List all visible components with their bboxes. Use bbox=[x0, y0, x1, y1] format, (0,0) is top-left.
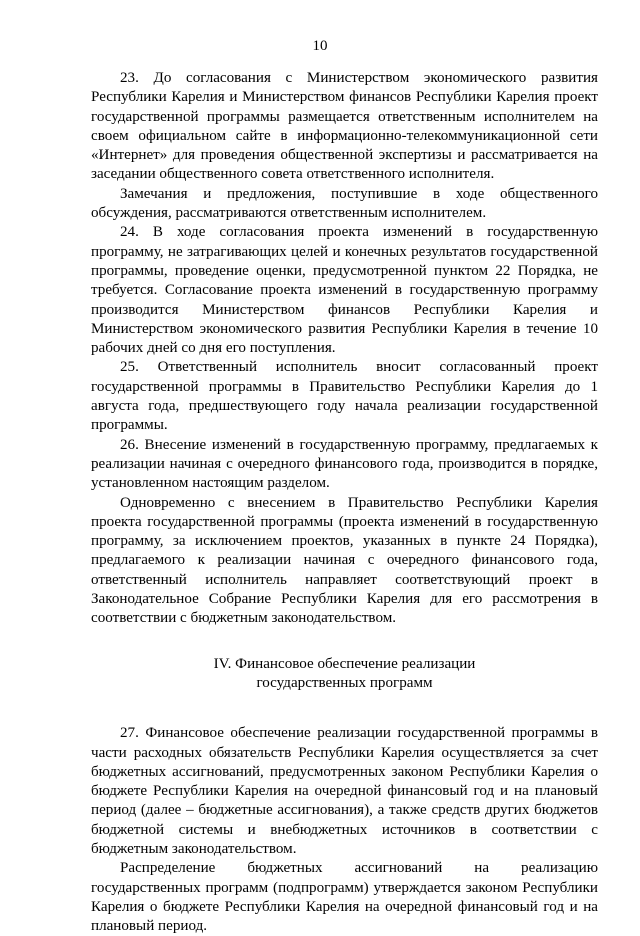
page-number: 10 bbox=[312, 38, 328, 54]
paragraph-23: 23. До согласования с Министерством экономического развития Республики Карелия и Министерством финансов Республики Карелия проект государственной программы размещается ответственным исполнителем на своем официальном сайте в информационно-телекоммуникационной сети «Интернет» для проведения общественной экспертизы и рассматривается на заседании общественного совета ответственного исполнителя. bbox=[91, 70, 598, 183]
section-heading-line-2: государственных программ bbox=[256, 674, 433, 691]
paragraph-25: 25. Ответственный исполнитель вносит согласованный проект государственной программы в Правительство Республики Карелия до 1 августа года, предшествующего году начала реализации государственной программы. bbox=[91, 359, 598, 434]
paragraph-24: 24. В ходе согласования проекта изменений в государственную программу, не затрагивающих целей и конечных результатов государственной программы, проведение оценки, предусмотренной пунктом 22 Порядка, не требуется. Согласование проекта изменений в государственную программу производится Министерством финансов Республики Карелия и Министерством экономического развития Республики Карелия в течение 10 рабочих дней со дня его поступления. bbox=[91, 224, 598, 357]
paragraph-budget-distribution: Распределение бюджетных ассигнований на реализацию государственных программ (подпрограмм) утверждается законом Республики Карелия о бюджете Республики Карелия на очередной финансовый год и на плановый период. bbox=[91, 860, 598, 935]
paragraph-remarks: Замечания и предложения, поступившие в ходе общественного обсуждения, рассматриваются ответственным исполнителем. bbox=[91, 185, 598, 222]
paragraph-simultaneous-submission: Одновременно с внесением в Правительство Республики Карелия проекта государственной программы (проекта изменений в государственную программу, за исключением проектов, указанных в пункте 24 Порядка), предлагаемого к реализации начиная с очередного финансового года, ответственный исполнитель направляет соответствующий проект в Законодательное Собрание Республики Карелия для его рассмотрения в соответствии с бюджетным законодательством. bbox=[91, 494, 598, 627]
paragraph-27: 27. Финансовое обеспечение реализации государственной программы в части расходных обязательств Республики Карелия осуществляется за счет бюджетных ассигнований, предусмотренных законом Республики Карелия о бюджете Республики Карелия на очередной финансовый год и на плановый период (далее – бюджетные ассигнования), а также средств других бюджетов бюджетной системы и внебюджетных источников в соответствии с бюджетным законодательством. bbox=[91, 725, 598, 857]
paragraph-26: 26. Внесение изменений в государственную программу, предлагаемых к реализации начиная с очередного финансового года, производится в порядке, установленном настоящим разделом. bbox=[91, 436, 598, 492]
section-heading bbox=[91, 655, 598, 694]
section-heading-line-1: IV. Финансовое обеспечение реализации bbox=[213, 655, 476, 672]
document-body bbox=[91, 69, 598, 936]
